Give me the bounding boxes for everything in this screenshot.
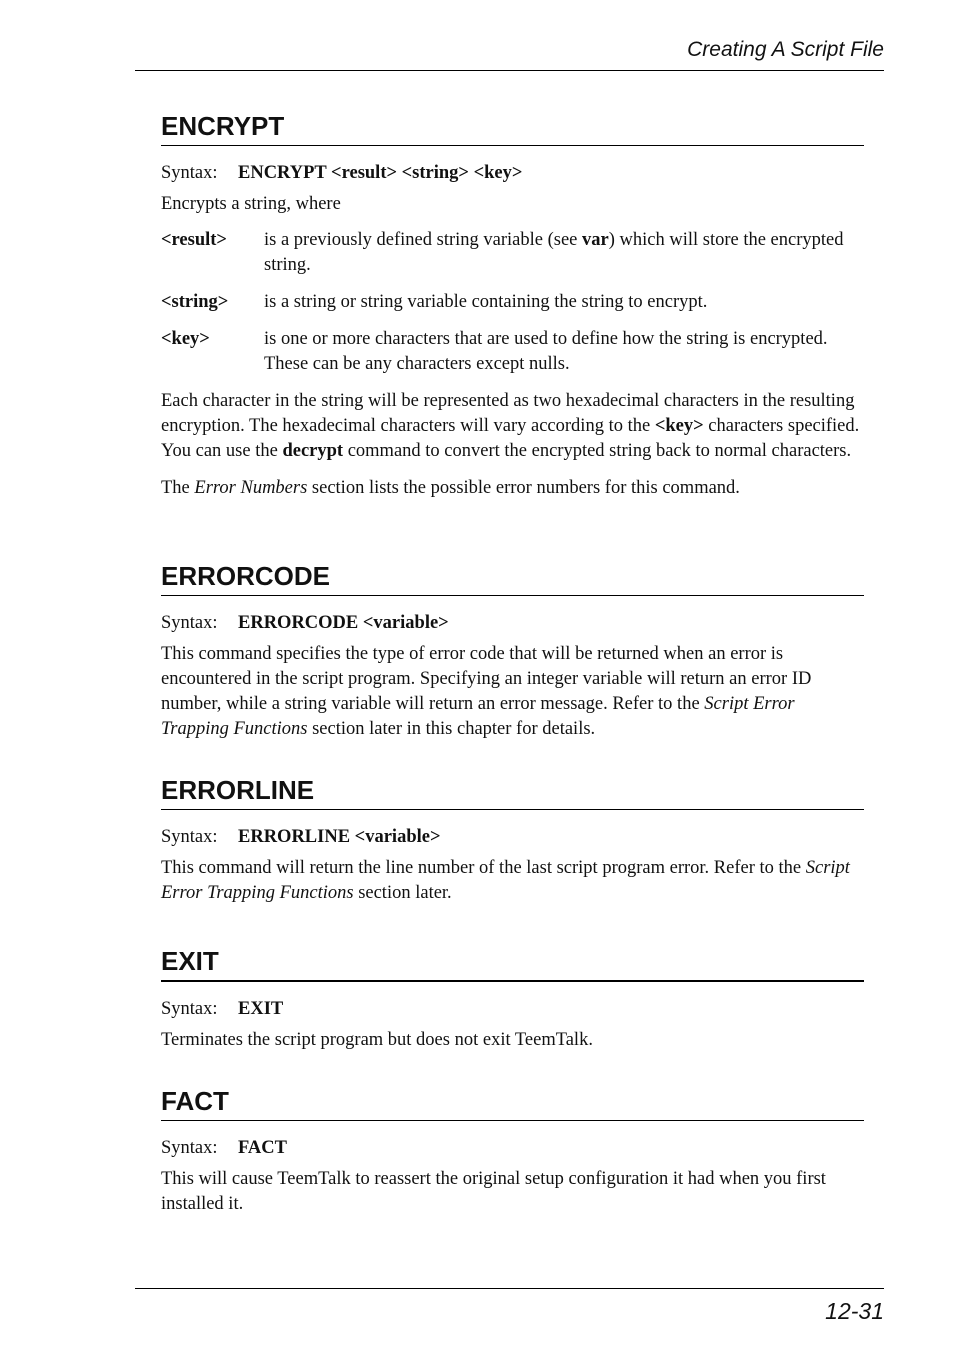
encrypt-error-note xyxy=(161,476,864,501)
cross-reference: Script Error Trapping Functions xyxy=(161,694,795,739)
keyword-key: <key> xyxy=(654,416,704,436)
section-exit xyxy=(161,946,864,1053)
footer-rule xyxy=(135,1288,884,1289)
text-run: section later. xyxy=(353,883,452,903)
section-errorcode xyxy=(161,561,864,742)
parameter-description: is one or more characters that are used to define how the string is encrypted. These can be any characters except nulls. xyxy=(264,329,828,374)
text-run: section lists the possible error numbers for this command. xyxy=(307,478,740,498)
syntax-label: Syntax: xyxy=(161,1138,218,1158)
cross-reference: Error Numbers xyxy=(194,478,308,498)
text-run: ) which will store the encrypted string. xyxy=(264,230,844,275)
syntax-command: ERRORCODE <variable> xyxy=(238,613,449,633)
syntax-label: Syntax: xyxy=(161,999,218,1019)
text-run: section later in this chapter for details. xyxy=(307,719,596,739)
syntax-line-fact xyxy=(161,1136,864,1161)
syntax-line-exit xyxy=(161,997,864,1022)
errorcode-paragraph xyxy=(161,642,864,742)
section-heading-errorcode: ERRORCODE xyxy=(161,561,864,596)
header-rule xyxy=(135,70,884,71)
exit-paragraph: Terminates the script program but does not exit TeemTalk. xyxy=(161,1030,593,1050)
section-heading-errorline: ERRORLINE xyxy=(161,775,864,810)
text-run: This command will return the line number of the last script program error. Refer to the xyxy=(161,858,806,878)
text-run: command to convert the encrypted string back to normal characters. xyxy=(343,441,852,461)
encrypt-intro: Encrypts a string, where xyxy=(161,194,341,214)
syntax-line-encrypt xyxy=(161,161,864,186)
section-encrypt xyxy=(161,111,864,501)
parameter-row xyxy=(161,228,864,278)
syntax-command: EXIT xyxy=(238,999,284,1019)
keyword-decrypt: decrypt xyxy=(282,441,344,461)
syntax-command: FACT xyxy=(238,1138,287,1158)
section-errorline xyxy=(161,775,864,906)
encrypt-paragraph xyxy=(161,389,864,464)
page-number: 12-31 xyxy=(825,1298,884,1324)
text-run: The xyxy=(161,478,195,498)
running-header-title: Creating A Script File xyxy=(687,38,884,61)
section-heading-fact: FACT xyxy=(161,1086,864,1121)
syntax-command: ERRORLINE <variable> xyxy=(238,827,441,847)
fact-paragraph: This will cause TeemTalk to reassert the original setup configuration it had when you first installed it. xyxy=(161,1169,826,1214)
syntax-label: Syntax: xyxy=(161,827,218,847)
syntax-label: Syntax: xyxy=(161,163,218,183)
parameter-name: <key> xyxy=(161,329,210,349)
errorline-paragraph xyxy=(161,856,864,906)
section-heading-encrypt: ENCRYPT xyxy=(161,111,864,146)
parameter-name: <result> xyxy=(161,230,227,250)
section-fact xyxy=(161,1086,864,1217)
syntax-line-errorline xyxy=(161,825,864,850)
parameter-list xyxy=(161,228,864,377)
parameter-description xyxy=(264,228,864,278)
parameter-row xyxy=(161,290,864,315)
text-run: is a previously defined string variable (see xyxy=(264,230,582,250)
syntax-line-errorcode xyxy=(161,611,864,636)
text-run: Each character in the string will be represented as two hexadecimal characters in the resulting encryption. The hexadecimal characters will vary according to the xyxy=(161,391,855,436)
syntax-command: ENCRYPT <result> <string> <key> xyxy=(238,163,523,183)
parameter-description: is a string or string variable containing the string to encrypt. xyxy=(264,292,708,312)
cross-reference: Script Error Trapping Functions xyxy=(161,858,850,903)
parameter-name: <string> xyxy=(161,292,229,312)
parameter-row xyxy=(161,327,864,377)
text-run: characters specified. You can use the xyxy=(161,416,860,461)
section-heading-exit: EXIT xyxy=(161,946,864,982)
keyword-var: var xyxy=(582,230,609,250)
syntax-label: Syntax: xyxy=(161,613,218,633)
text-run: This command specifies the type of error code that will be returned when an error is encountered in the script program. Specifying an integer variable will return an error ID number, while a string variable will return an error message. Refer to the xyxy=(161,644,812,714)
